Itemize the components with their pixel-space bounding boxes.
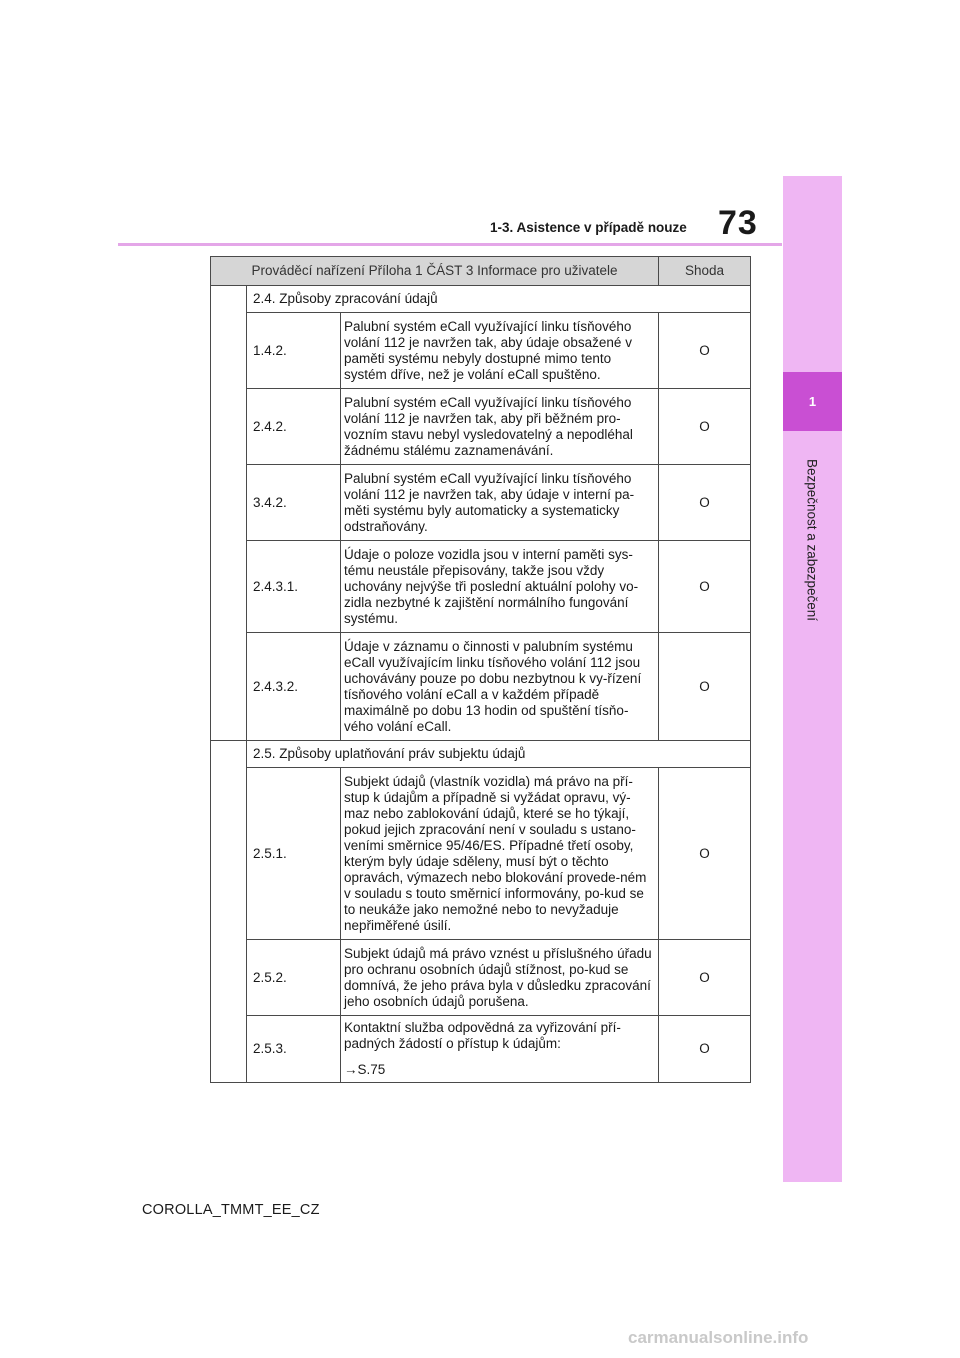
row-ref: 2.5.1. — [247, 768, 341, 940]
header-conformity: Shoda — [659, 257, 751, 286]
table-row — [211, 1016, 751, 1083]
row-ref: 2.4.3.2. — [247, 633, 341, 741]
group-title: 2.5. Způsoby uplatňování práv subjektu údajů — [247, 741, 751, 768]
table-row — [211, 940, 751, 1016]
group-indent — [211, 741, 247, 1083]
conformity-table — [210, 256, 751, 1083]
row-conformity: O — [659, 389, 751, 465]
table-row — [211, 541, 751, 633]
watermark: carmanualsonline.info — [628, 1328, 809, 1347]
row-conformity: O — [659, 633, 751, 741]
row-ref: 2.4.3.1. — [247, 541, 341, 633]
header-divider — [118, 243, 782, 246]
page-number: 73 — [718, 204, 758, 242]
group-row — [211, 286, 751, 313]
row-text: Subjekt údajů (vlastník vozidla) má právo na pří-stup k údajům a případně si vyžádat opravu, vý-maz nebo zablokování údajů, které se ho týkají, pokud jejich zpracování není v souladu s ustano-veními směrnice 95/46/ES. Případné třetí osoby, kterým byly údaje sděleny, musí být o těchto opravách, výmazech nebo blokování provede-ném v souladu s touto směrnicí informovány, po-kud se to neukáže jako nemožné nebo to nevyžaduje nepřiměřené úsilí. — [341, 768, 659, 940]
table-row — [211, 768, 751, 940]
chapter-label: Bezpečnost a zabezpečení — [804, 458, 820, 622]
table-header-row — [211, 257, 751, 286]
group-indent — [211, 286, 247, 741]
chapter-side-tab — [783, 176, 842, 1182]
row-ref: 2.5.3. — [247, 1016, 341, 1083]
table-row — [211, 313, 751, 389]
row-ref: 2.4.2. — [247, 389, 341, 465]
group-row — [211, 741, 751, 768]
row-conformity: O — [659, 465, 751, 541]
table-row — [211, 389, 751, 465]
header-regulation: Prováděcí nařízení Příloha 1 ČÁST 3 Informace pro uživatele — [211, 257, 659, 286]
row-conformity: O — [659, 768, 751, 940]
row-text: Údaje v záznamu o činnosti v palubním systému eCall využívajícím linku tísňového volání 112 jsou uchovávány pouze po dobu nezbytnou k vy-řízení tísňového volání eCall a v každém případě maximálně po dobu 13 hodin od spuštění tísňo-vého volání eCall. — [341, 633, 659, 741]
table-row — [211, 633, 751, 741]
row-conformity: O — [659, 1016, 751, 1083]
row-ref: 3.4.2. — [247, 465, 341, 541]
row-ref: 1.4.2. — [247, 313, 341, 389]
row-ref: 2.5.2. — [247, 940, 341, 1016]
row-conformity: O — [659, 940, 751, 1016]
section-title: 1-3. Asistence v případě nouze — [490, 220, 687, 235]
row-conformity: O — [659, 541, 751, 633]
page-reference-link[interactable]: →S.75 — [344, 1062, 386, 1077]
row-text-with-link — [341, 1016, 659, 1083]
group-title: 2.4. Způsoby zpracování údajů — [247, 286, 751, 313]
row-text: Palubní systém eCall využívající linku tísňového volání 112 je navržen tak, aby při běžném pro-vozním stavu nebyl vysledovatelný a nepodléhal žádnému stálému zaznamenávání. — [341, 389, 659, 465]
row-text: Údaje o poloze vozidla jsou v interní paměti sys-tému neustále přepisovány, takže jsou vždy uchovány nejvýše tři poslední aktuální polohy vo-zidla nezbytné k zajištění normálního fungování systému. — [341, 541, 659, 633]
table-row — [211, 465, 751, 541]
chapter-number-tab[interactable]: 1 — [783, 372, 842, 431]
document-code: COROLLA_TMMT_EE_CZ — [142, 1202, 320, 1218]
row-text: Palubní systém eCall využívající linku tísňového volání 112 je navržen tak, aby údaje obsažené v paměti systému nebyly dostupné mimo tento systém dříve, než je volání eCall spuštěno. — [341, 313, 659, 389]
row-text: Kontaktní služba odpovědná za vyřizování pří-padných žádostí o přístup k údajům: — [344, 1020, 621, 1051]
row-text: Palubní systém eCall využívající linku tísňového volání 112 je navržen tak, aby údaje v interní pa-měti systému byly automaticky a systematicky odstraňovány. — [341, 465, 659, 541]
row-conformity: O — [659, 313, 751, 389]
row-text: Subjekt údajů má právo vznést u příslušného úřadu pro ochranu osobních údajů stížnost, po-kud se domnívá, že jeho práva byla v důsledku zpracování jeho osobních údajů porušena. — [341, 940, 659, 1016]
